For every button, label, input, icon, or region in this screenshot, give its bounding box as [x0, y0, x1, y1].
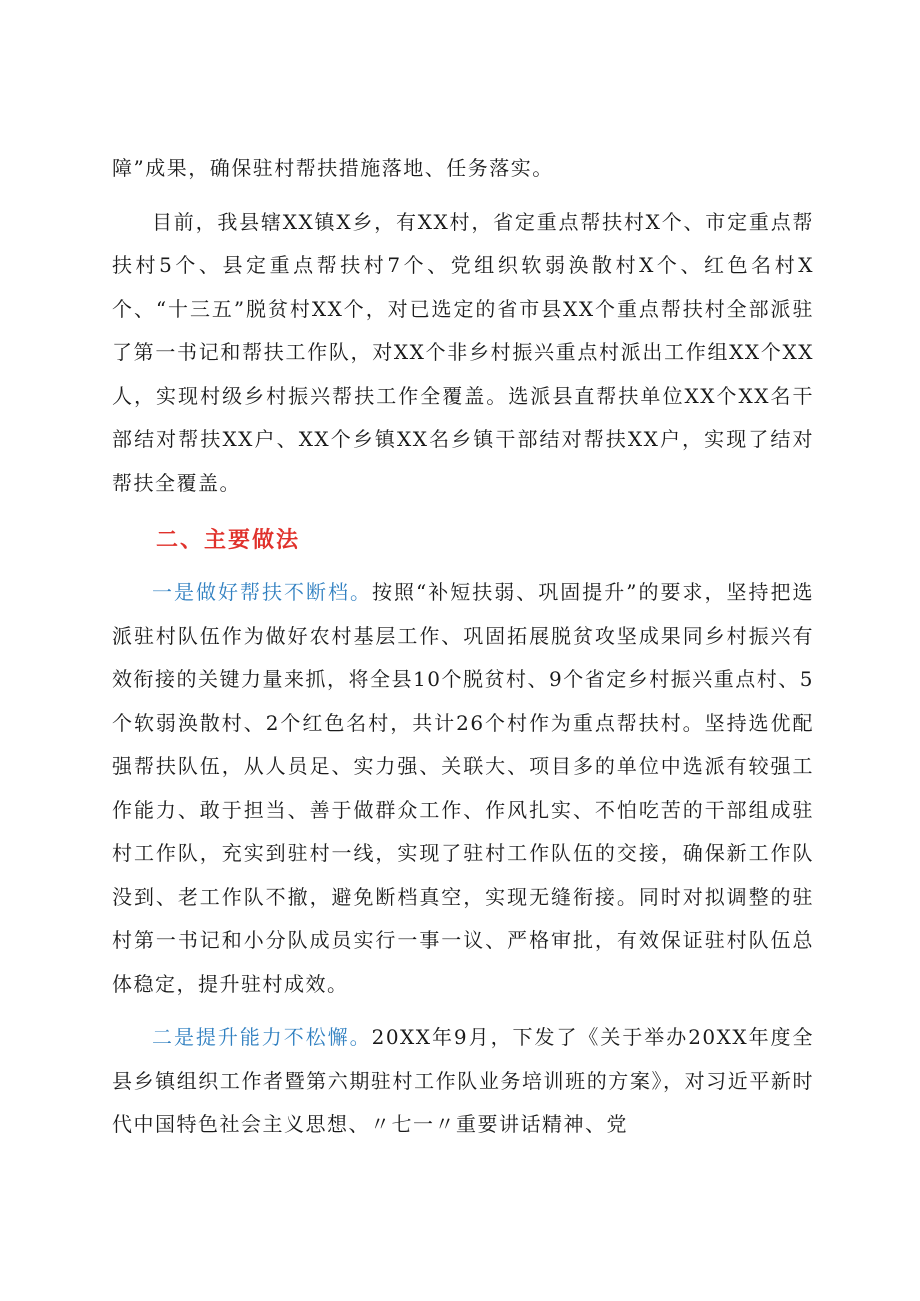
section-heading: 二、主要做法	[156, 528, 301, 553]
paragraph-lead-2: 二是提升能力不松懈。	[152, 1025, 372, 1049]
paragraph-continuation: 障”成果，确保驻村帮扶措施落地、任务落实。	[112, 156, 554, 180]
document-page	[112, 147, 814, 1147]
paragraph-body-1: 按照“补短扶弱、巩固提升”的要求，坚持把选派驻村队伍作为做好农村基层工作、巩固拓展脱贫攻坚成果同乡村振兴有效衔接的关键力量来抓，将全县10个脱贫村、9个省定乡村振兴重点村、5个软弱涣散村、2个红色名村，共计26个村作为重点帮扶村。坚持选优配强帮扶队伍，从人员足、实力强、关联大、项目多的单位中选派有较强工作能力、敢于担当、善于做群众工作、作风扎实、不怕吃苦的干部组成驻村工作队，充实到驻村一线，实现了驻村工作队伍的交接，确保新工作队没到、老工作队不撤，避免断档真空，实现无缝衔接。同时对拟调整的驻村第一书记和小分队成员实行一事一议、严格审批，有效保证驻村队伍总体稳定，提升驻村成效。	[112, 580, 814, 996]
paragraph-body-2: 20XX年9月，下发了《关于举办20XX年度全县乡镇组织工作者暨第六期驻村工作队业务培训班的方案》，对习近平新时代中国特色社会主义思想、〃七一〃重要讲话精神、党	[112, 1025, 815, 1136]
paragraph-overview: 目前，我县辖XX镇X乡，有XX村，省定重点帮扶村X个、市定重点帮扶村5个、县定重点帮扶村7个、党组织软弱涣散村X个、红色名村X个、“十三五”脱贫村XX个，对已选定的省市县XX个重点帮扶村全部派驻了第一书记和帮扶工作队，对XX个非乡村振兴重点村派出工作组XX个XX人，实现村级乡村振兴帮扶工作全覆盖。选派县直帮扶单位XX个XX名干部结对帮扶XX户、XX个乡镇XX名乡镇干部结对帮扶XX户，实现了结对帮扶全覆盖。	[112, 209, 814, 495]
paragraph-lead-1: 一是做好帮扶不断档。	[152, 580, 373, 604]
paragraph-measure-2	[112, 1016, 814, 1147]
paragraph-measure-1	[112, 571, 814, 1006]
